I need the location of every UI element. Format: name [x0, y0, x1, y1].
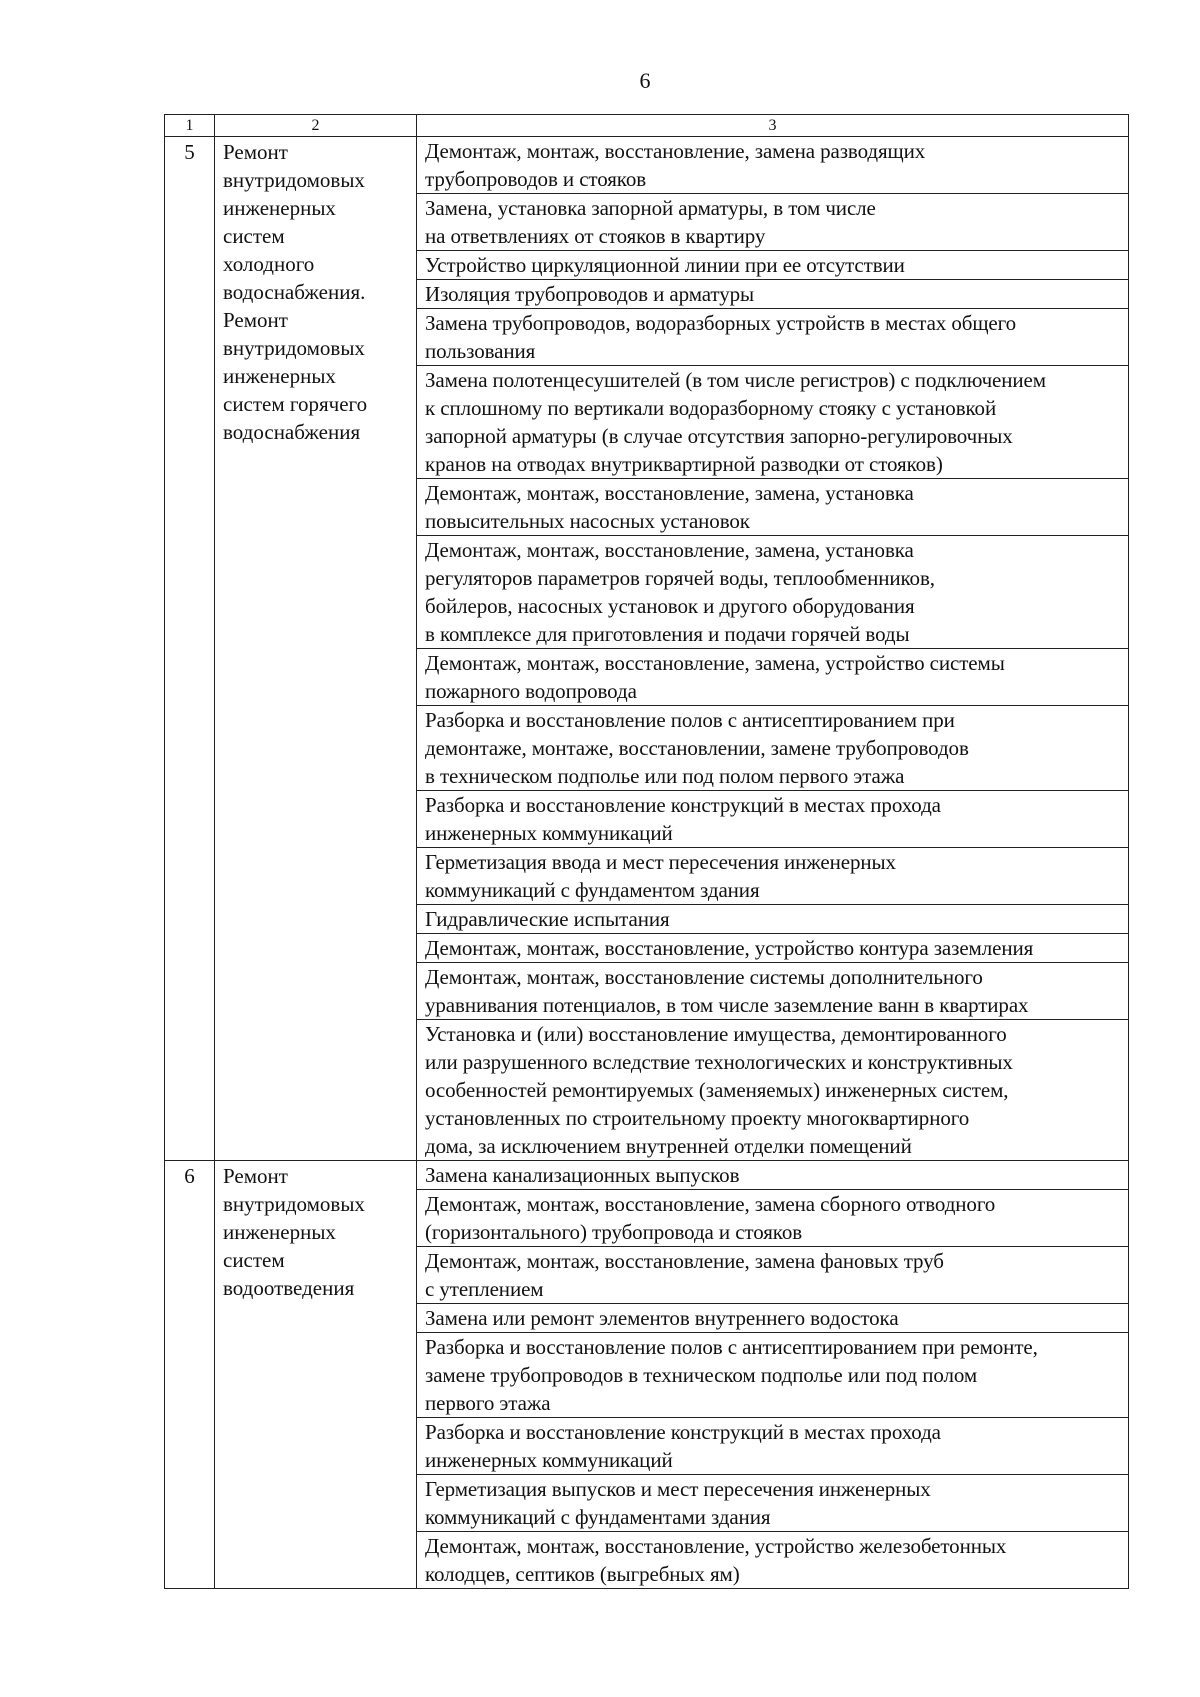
work-item: Гидравлические испытания: [417, 904, 1128, 933]
work-item: Замена канализационных выпусков: [425, 1163, 740, 1187]
work-item: Разборка и восстановление конструкций в местах прохода инженерных коммуникаций: [417, 1417, 1128, 1474]
work-item: Разборка и восстановление конструкций в местах прохода инженерных коммуникаций: [417, 790, 1128, 847]
work-item: Установка и (или) восстановление имущества, демонтированного или разрушенного вследствие технологических и конструктивных особенностей ремонтируемых (заменяемых) инженерных систем, установленных по строительному проекту многоквартирного дома, за исключением внутренней отделки помещений: [417, 1019, 1128, 1160]
work-item: Замена, установка запорной арматуры, в том числе на ответвлениях от стояков в квартиру: [417, 193, 1128, 250]
system-name: Ремонт внутридомовых инженерных систем холодного водоснабжения. Ремонт внутридомовых инженерных систем горячего водоснабжения: [215, 137, 417, 1161]
column-header-3: 3: [417, 115, 1129, 137]
work-item: Демонтаж, монтаж, восстановление, устройство контура заземления: [417, 933, 1128, 962]
work-item: Герметизация ввода и мест пересечения инженерных коммуникаций с фундаментом здания: [417, 847, 1128, 904]
table-row: [165, 1161, 1129, 1589]
work-item: Герметизация выпусков и мест пересечения инженерных коммуникаций с фундаментами здания: [417, 1474, 1128, 1531]
column-header-1: 1: [165, 115, 215, 137]
work-item: Замена полотенцесушителей (в том числе регистров) с подключением к сплошному по вертикали водоразборному стояку с установкой запорной арматуры (в случае отсутствия запорно-регулировочных кранов на отводах внутриквартирной разводки от стояков): [417, 365, 1128, 478]
work-item: Демонтаж, монтаж, восстановление, замена разводящих трубопроводов и стояков: [425, 139, 926, 191]
work-item: Изоляция трубопроводов и арматуры: [417, 279, 1128, 308]
works-list: [417, 1161, 1129, 1589]
work-item: Устройство циркуляционной линии при ее отсутствии: [417, 250, 1128, 279]
page-number: 6: [639, 68, 651, 93]
work-item: Демонтаж, монтаж, восстановление, замена, установка повысительных насосных установок: [417, 478, 1128, 535]
table-header-row: [165, 115, 1129, 137]
works-table: [164, 114, 1129, 1589]
work-item: Демонтаж, монтаж, восстановление, устройство железобетонных колодцев, септиков (выгребных ям): [417, 1531, 1128, 1588]
work-item: Демонтаж, монтаж, восстановление, замена, устройство системы пожарного водопровода: [417, 648, 1128, 705]
works-list: [417, 137, 1129, 1161]
work-item: Демонтаж, монтаж, восстановление, замена, установка регуляторов параметров горячей воды, теплообменников, бойлеров, насосных установок и другого оборудования в комплексе для приготовления и подачи горячей воды: [417, 535, 1128, 648]
work-item: Разборка и восстановление полов с антисептированием при ремонте, замене трубопроводов в техническом подполье или под полом первого этажа: [417, 1332, 1128, 1417]
work-item: Замена или ремонт элементов внутреннего водостока: [417, 1303, 1128, 1332]
work-item: Демонтаж, монтаж, восстановление системы дополнительного уравнивания потенциалов, в том числе заземление ванн в квартирах: [417, 962, 1128, 1019]
row-number: 5: [165, 137, 215, 1161]
column-header-2: 2: [215, 115, 417, 137]
system-name: Ремонт внутридомовых инженерных систем водоотведения: [215, 1161, 417, 1589]
work-item: Демонтаж, монтаж, восстановление, замена сборного отводного (горизонтального) трубопровода и стояков: [417, 1189, 1128, 1246]
work-item: Демонтаж, монтаж, восстановление, замена фановых труб с утеплением: [417, 1246, 1128, 1303]
work-item: Разборка и восстановление полов с антисептированием при демонтаже, монтаже, восстановлении, замене трубопроводов в техническом подполье или под полом первого этажа: [417, 705, 1128, 790]
table-row: [165, 137, 1129, 1161]
work-item: Замена трубопроводов, водоразборных устройств в местах общего пользования: [417, 308, 1128, 365]
row-number: 6: [165, 1161, 215, 1589]
